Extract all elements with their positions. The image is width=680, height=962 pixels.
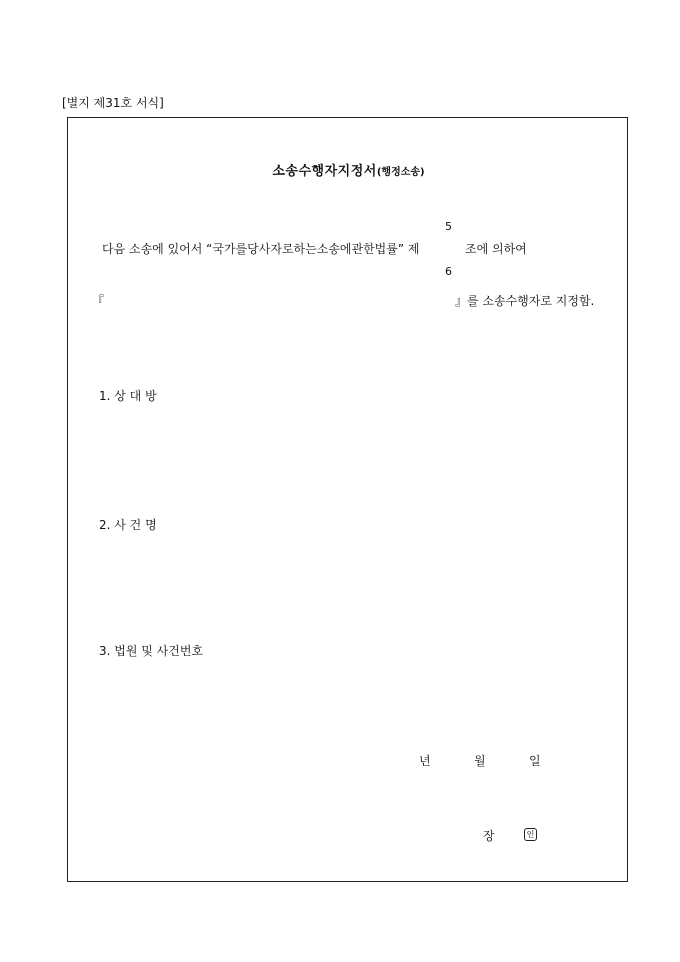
signatory-title: 장	[483, 829, 495, 843]
form-frame	[67, 117, 628, 882]
item-court-case-number: 3. 법원 및 사건번호	[99, 644, 204, 658]
item-opposing-party: 1. 상 대 방	[99, 389, 157, 403]
designee-quote-open: 『	[92, 294, 105, 308]
designee-quote-close: 』를 소송수행자로 지정함.	[455, 294, 595, 308]
title-main: 소송수행자지정서	[272, 164, 377, 179]
article-number-upper: 5	[445, 220, 452, 233]
title-subtitle: (행정소송)	[376, 167, 425, 178]
date-year-label: 년	[419, 754, 431, 768]
designation-statement-article: 조에 의하여	[465, 242, 527, 256]
document-title	[68, 165, 629, 178]
article-number-lower: 6	[445, 265, 452, 278]
form-number-label: [별지 제31호 서식]	[62, 96, 164, 110]
designation-statement: 다음 소송에 있어서 “국가를당사자로하는소송에관한법률” 제	[102, 242, 420, 256]
date-month-label: 월	[474, 754, 486, 768]
seal-mark: 인	[524, 828, 537, 841]
item-case-name: 2. 사 건 명	[99, 518, 157, 532]
date-day-label: 일	[529, 754, 541, 768]
